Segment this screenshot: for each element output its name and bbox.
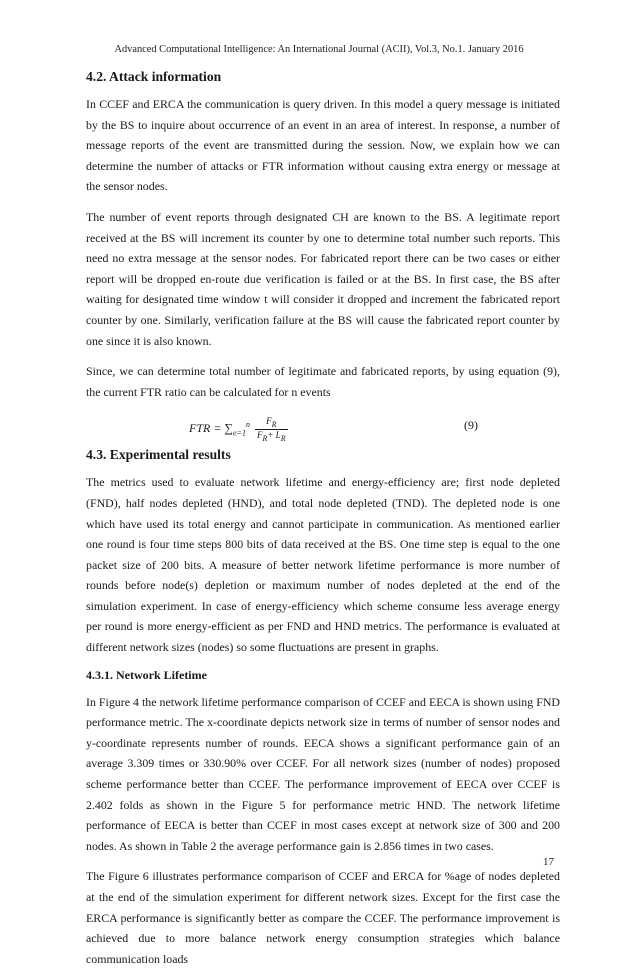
equation-number: (9)	[464, 418, 478, 433]
equation-9	[86, 412, 560, 442]
ftr-formula: FTR = $\sum_{e=1}^n$ $\frac{F_R}{F_R+ L_R}$	[189, 416, 286, 443]
section-4-2-paragraph-2: The number of event reports through designated CH are known to the BS. A legitimate report received at the BS will increment its counter by one to determine total number such reports. This need no extra message at the sensor nodes. For fabricated report there can be two cases or either report will be dropped en-route due verification is failed or at the BS. In first case, the BS after waiting for designated time window t will consider it dropped and increment the fabricated report counter by one. Similarly, verification failure at the BS will cause the fabricated report counter by one since it is also known.	[86, 209, 560, 348]
section-4-3-1-paragraph-2: The Figure 6 illustrates performance comparison of CCEF and ERCA for %age of nodes depleted at the end of the simulation experiment for different network sizes. Except for the first case the ERCA performance is significantly better as compare the CCEF. The performance improvement is achieved due to more balance network energy consumption strategies which balance communication loads	[86, 869, 560, 966]
section-4-3-title: 4.3. Experimental results	[86, 447, 231, 463]
section-4-2-paragraph-3: Since, we can determine total number of legitimate and fabricated reports, by using equation (9), the current FTR ratio can be calculated for n events	[86, 364, 560, 399]
section-4-3-1-paragraph-1: In Figure 4 the network lifetime performance comparison of CCEF and EECA is shown using FND performance metric. The x-coordinate depicts network size in terms of number of sensor nodes and y-coordinate represents number of rounds. EECA shows a significant performance gain of an average 3.309 times or 330.90% over CCEF. For all network sizes (number of nodes) proposed scheme performance better than CCEF. The performance improvement of EECA over CCEF is 2.402 folds as shown in the Figure 5 for performance metric HND. The network lifetime performance of EECA is better than CCEF in most cases except at network size of 300 and 200 nodes. As shown in Table 2 the average performance gain is 2.856 times in two cases.	[86, 694, 560, 853]
section-4-3-1-title: 4.3.1. Network Lifetime	[86, 667, 207, 682]
formula-fraction: $\frac{F_R}{F_R+ L_R}$	[256, 416, 286, 443]
page-content	[86, 68, 560, 979]
page-number: 17	[543, 856, 554, 868]
section-4-2-paragraph-1: In CCEF and ERCA the communication is query driven. In this model a query message is initiated by the BS to inquire about occurrence of an event in an area of interest. In response, a number of message reports of the event are transmitted during the session. Now, we explain how we can determine the number of attacks or FTR information without causing extra energy or message at the sensor nodes.	[86, 97, 560, 194]
journal-header: Advanced Computational Intelligence: An International Journal (ACII), Vol.3, No.1. January 2016	[114, 44, 524, 55]
section-4-2-title: 4.2. Attack information	[86, 69, 222, 84]
section-4-3-paragraph-1: The metrics used to evaluate network lifetime and energy-efficiency are; first node depleted (FND), half nodes depleted (HND), and total node depleted (TND). The depleted node is one which have used its total energy and cannot participate in communication. As mentioned earlier one round is four time steps 800 bits of data received at the BS. One time step is equal to the one packet size of 200 bits. A measure of better network lifetime performance is more number of rounds before node(s) depletion or maximum number of nodes depleted at the end of the simulation experiment. In case of energy-efficiency which scheme consume less average energy per round is more energy-efficient as per FND and HND metrics. The performance is evaluated at different network sizes (nodes) so some fluctuations are present in graphs.	[86, 475, 560, 655]
